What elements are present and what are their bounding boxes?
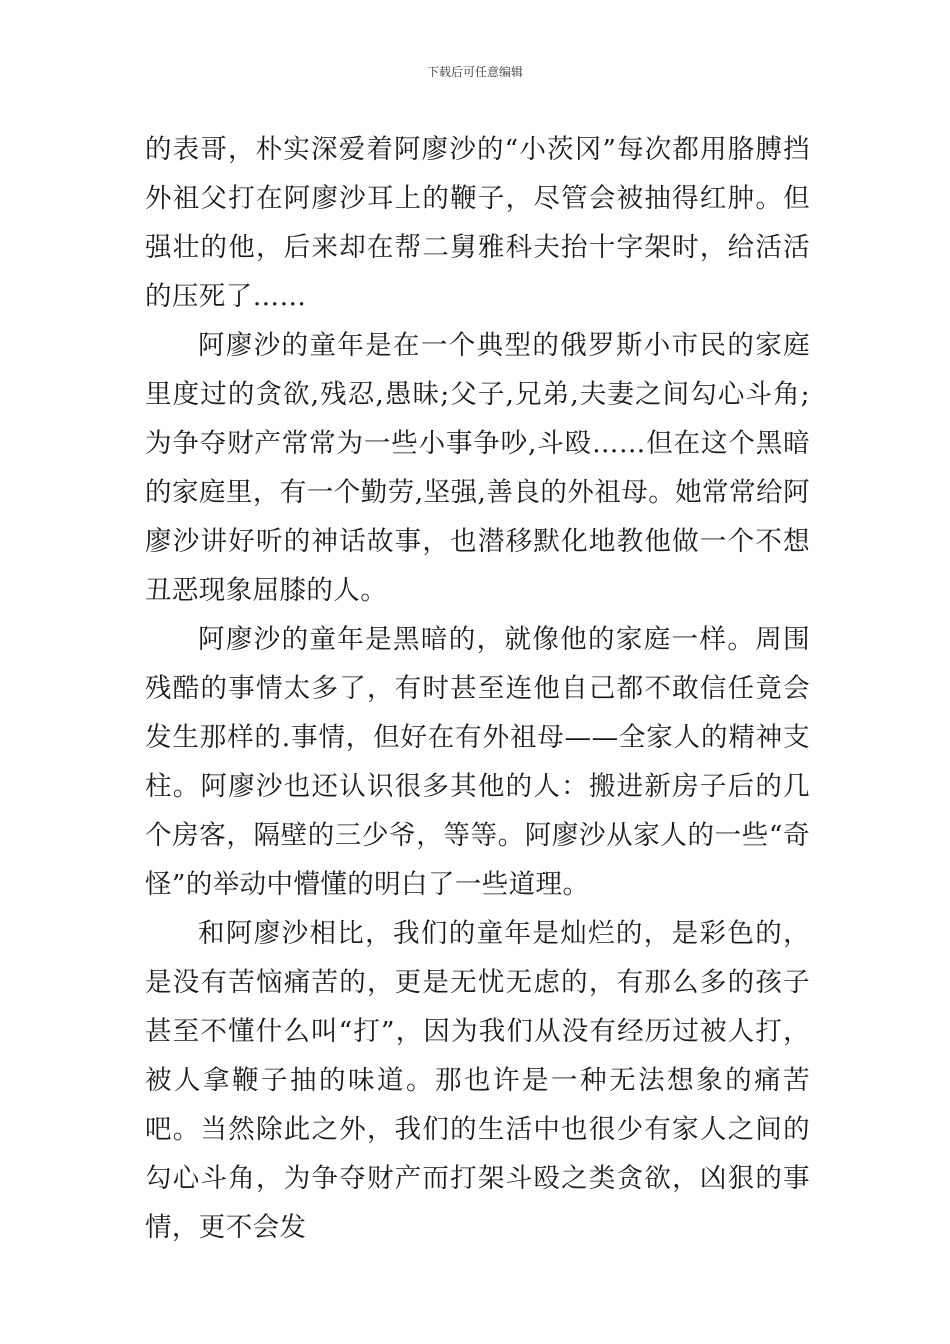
paragraph-1: 的表哥，朴实深爱着阿廖沙的“小茨冈”每次都用胳膊挡外祖父打在阿廖沙耳上的鞭子，尽管会被抽得红肿。但强壮的他，后来却在帮二舅雅科夫抬十字架时，给活活的压死了…… (145, 134, 810, 312)
paragraph-3: 阿廖沙的童年是黑暗的，就像他的家庭一样。周围残酷的事情太多了，有时甚至连他自己都不敢信任竟会发生那样的.事情，但好在有外祖母——全家人的精神支柱。阿廖沙也还认识很多其他的人：搬进新房子后的几个房客，隔壁的三少爷，等等。阿廖沙从家人的一些“奇怪”的举动中懵懂的明白了一些道理。 (145, 624, 810, 900)
paragraph-4: 和阿廖沙相比，我们的童年是灿烂的，是彩色的，是没有苦恼痛苦的，更是无忧无虑的，有那么多的孩子甚至不懂什么叫“打”，因为我们从没有经历过被人打，被人拿鞭子抽的味道。那也许是一种无法想象的痛苦吧。当然除此之外，我们的生活中也很少有家人之间的勾心斗角，为争夺财产而打架斗殴之类贪欲，凶狠的事情，更不会发 (145, 918, 810, 1243)
paragraph-2: 阿廖沙的童年是在一个典型的俄罗斯小市民的家庭里度过的贪欲,残忍,愚昧;父子,兄弟,夫妻之间勾心斗角;为争夺财产常常为一些小事争吵,斗殴……但在这个黑暗的家庭里，有一个勤劳,坚强,善良的外祖母。她常常给阿廖沙讲好听的神话故事，也潜移默化地教他做一个不想丑恶现象屈膝的人。 (145, 330, 810, 606)
body-text (145, 125, 810, 1252)
page-header: 下载后可任意编辑 (426, 65, 523, 79)
